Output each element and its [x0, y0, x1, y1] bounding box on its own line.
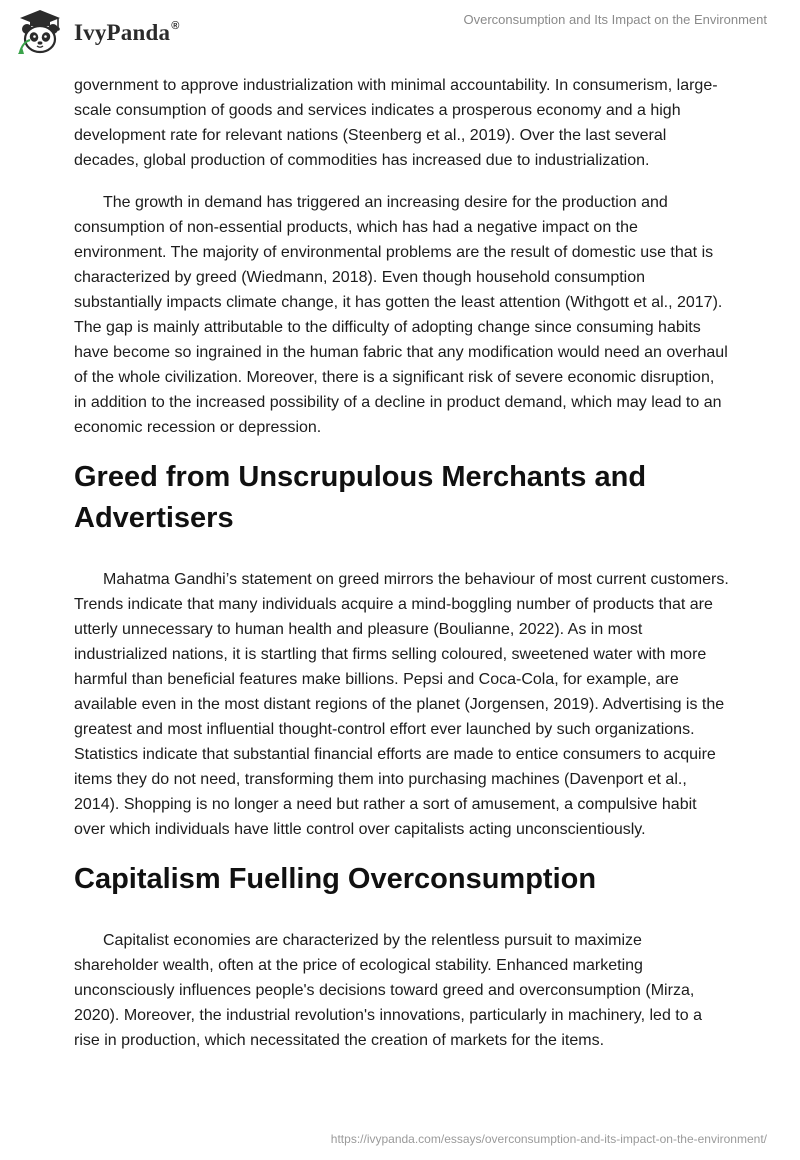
registered-mark: ®	[171, 20, 180, 33]
paragraph-demand-growth: The growth in demand has triggered an increasing desire for the production and consumption of non-essential products, which has had a negative impact on the environment. The majority of environmental problems are the result of domestic use that is characterized by greed (Wiedmann, 2018). Even though household consumption substantially impacts climate change, it has gotten the least attention (Withgott et al., 2017). The gap is mainly attributable to the difficulty of adopting change since consuming habits have become so ingrained in the human fabric that any modification would need an overhaul of the whole civilization. Moreover, there is a significant risk of severe economic disruption, in addition to the increased possibility of a decline in product demand, which may lead to an economic recession or depression.	[74, 194, 728, 436]
page-header	[0, 0, 800, 70]
ivypanda-logo[interactable]	[14, 8, 180, 56]
paragraph-continuation: government to approve industrialization with minimal accountability. In consumerism, large-scale consumption of goods and services indicates a prosperous economy and a high development rate for relevant nations (Steenberg et al., 2019). Over the last several decades, global production of commodities has increased due to industrialization.	[74, 77, 718, 169]
brand-name: IvyPanda®	[74, 20, 180, 45]
source-url-link[interactable]: https://ivypanda.com/essays/overconsumption-and-its-impact-on-the-environment/	[330, 1132, 767, 1146]
paragraph-gandhi-greed: Mahatma Gandhi’s statement on greed mirrors the behaviour of most current customers. Trends indicate that many individuals acquire a mind-boggling number of products that are utterly unnecessary to human health and pleasure (Boulianne, 2022). As in most industrialized nations, it is startling that firms selling coloured, sweetened water with more harmful than beneficial features make billions. Pepsi and Coca-Cola, for example, are available even in the most distant regions of the planet (Jorgensen, 2019). Advertising is the greatest and most influential thought-control effort ever launched by such organizations. Statistics indicate that substantial financial efforts are made to entice consumers to acquire items they do not need, transforming them into purchasing machines (Davenport et al., 2014). Shopping is no longer a need but rather a sort of amusement, a compulsive habit over which individuals have little control over capitalists acting unconscientiously.	[74, 571, 729, 838]
section-heading-greed: Greed from Unscrupulous Merchants and Advertisers	[74, 461, 647, 534]
essay-body	[74, 73, 730, 1070]
paragraph-capitalism: Capitalist economies are characterized by the relentless pursuit to maximize shareholder wealth, often at the price of ecological stability. Enhanced marketing unconsciously influences people's decisions toward greed and overconsumption (Mirza, 2020). Moreover, the industrial revolution's innovations, particularly in machinery, led to a rise in production, which necessitated the creation of markets for the items.	[74, 932, 702, 1049]
panda-logo-icon	[14, 8, 66, 56]
document-title: Overconsumption and Its Impact on the Environment	[463, 12, 767, 27]
section-heading-capitalism: Capitalism Fuelling Overconsumption	[74, 863, 597, 895]
